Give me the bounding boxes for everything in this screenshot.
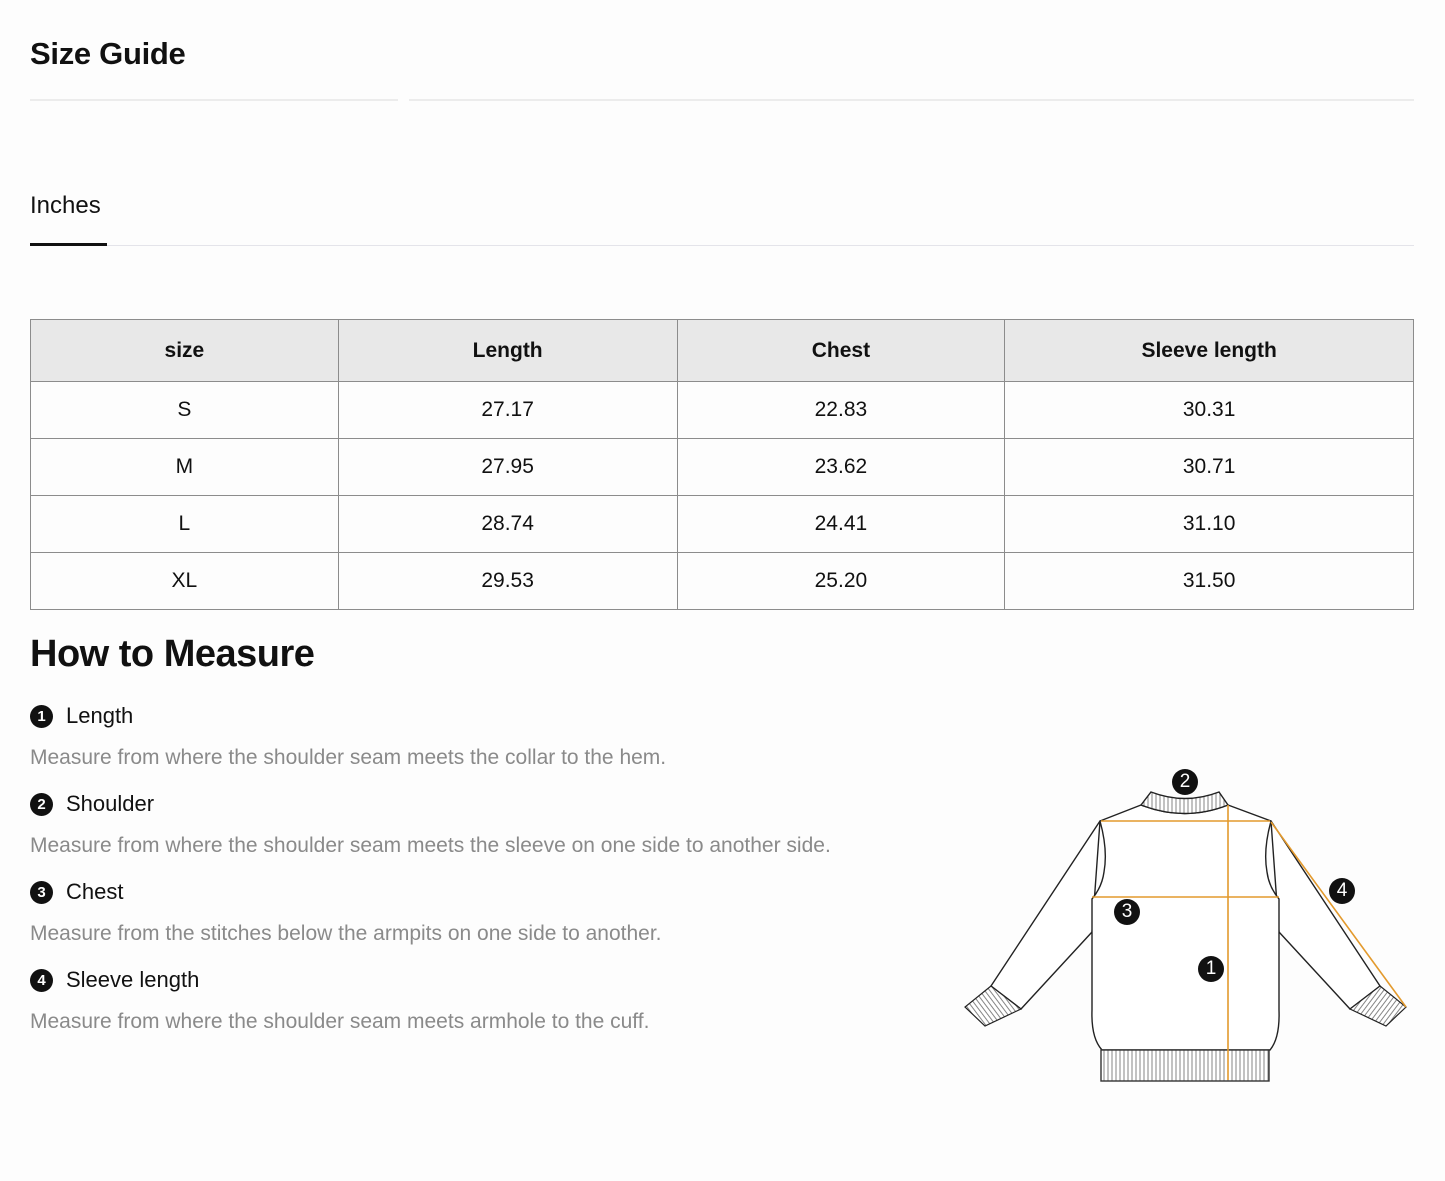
tabs-baseline: [30, 245, 1414, 246]
how-to-measure-title: How to Measure: [30, 633, 315, 675]
measure-name: Sleeve length: [66, 967, 200, 992]
cell-size: M: [31, 439, 339, 496]
measure-instructions: [30, 700, 930, 1052]
measure-item-chest: [30, 876, 930, 964]
measure-item-sleeve-length: [30, 964, 930, 1052]
cell-chest: 25.20: [677, 553, 1005, 610]
number-badge-icon: 3: [30, 881, 53, 904]
table-row: [31, 439, 1414, 496]
cell-length: 27.95: [338, 439, 677, 496]
measure-item-shoulder: [30, 788, 930, 876]
measure-description: Measure from where the shoulder seam meets the collar to the hem.: [30, 746, 667, 769]
cell-size: S: [31, 382, 339, 439]
cell-chest: 22.83: [677, 382, 1005, 439]
column-header-length: Length: [338, 320, 677, 382]
cell-length: 28.74: [338, 496, 677, 553]
column-header-size: size: [31, 320, 339, 382]
cell-chest: 23.62: [677, 439, 1005, 496]
table-row: [31, 496, 1414, 553]
cell-length: 27.17: [338, 382, 677, 439]
title-divider: [409, 99, 1414, 101]
measure-name: Chest: [66, 879, 124, 904]
sweater-measurement-diagram: [955, 760, 1425, 1090]
sweater-illustration: [955, 760, 1425, 1090]
cell-size: L: [31, 496, 339, 553]
marker-3-icon: 3: [1114, 899, 1140, 925]
cell-sleeve-length: 31.50: [1005, 553, 1414, 610]
title-divider: [30, 99, 398, 101]
table-row: [31, 382, 1414, 439]
cell-chest: 24.41: [677, 496, 1005, 553]
number-badge-icon: 1: [30, 705, 53, 728]
table-row: [31, 553, 1414, 610]
cell-sleeve-length: 31.10: [1005, 496, 1414, 553]
unit-tabs: [30, 186, 1414, 248]
active-tab-indicator: [30, 243, 107, 246]
measure-description: Measure from the stitches below the armpits on one side to another.: [30, 922, 662, 945]
measure-item-length: [30, 700, 930, 788]
measure-description: Measure from where the shoulder seam meets the sleeve on one side to another side.: [30, 834, 831, 857]
measure-name: Shoulder: [66, 791, 155, 816]
number-badge-icon: 4: [30, 969, 53, 992]
table-header-row: [31, 320, 1414, 382]
tab-inches[interactable]: [30, 186, 101, 247]
size-table: [30, 319, 1414, 610]
measure-description: Measure from where the shoulder seam meets armhole to the cuff.: [30, 1010, 650, 1033]
measure-name: Length: [66, 703, 134, 728]
cell-sleeve-length: 30.71: [1005, 439, 1414, 496]
cell-size: XL: [31, 553, 339, 610]
marker-1-icon: 1: [1198, 956, 1224, 982]
page-title: Size Guide: [30, 36, 186, 71]
column-header-chest: Chest: [677, 320, 1005, 382]
cell-length: 29.53: [338, 553, 677, 610]
cell-sleeve-length: 30.31: [1005, 382, 1414, 439]
marker-4-icon: 4: [1329, 878, 1355, 904]
marker-2-icon: 2: [1172, 769, 1198, 795]
tab-label: Inches: [30, 192, 101, 219]
number-badge-icon: 2: [30, 793, 53, 816]
column-header-sleeve-length: Sleeve length: [1005, 320, 1414, 382]
